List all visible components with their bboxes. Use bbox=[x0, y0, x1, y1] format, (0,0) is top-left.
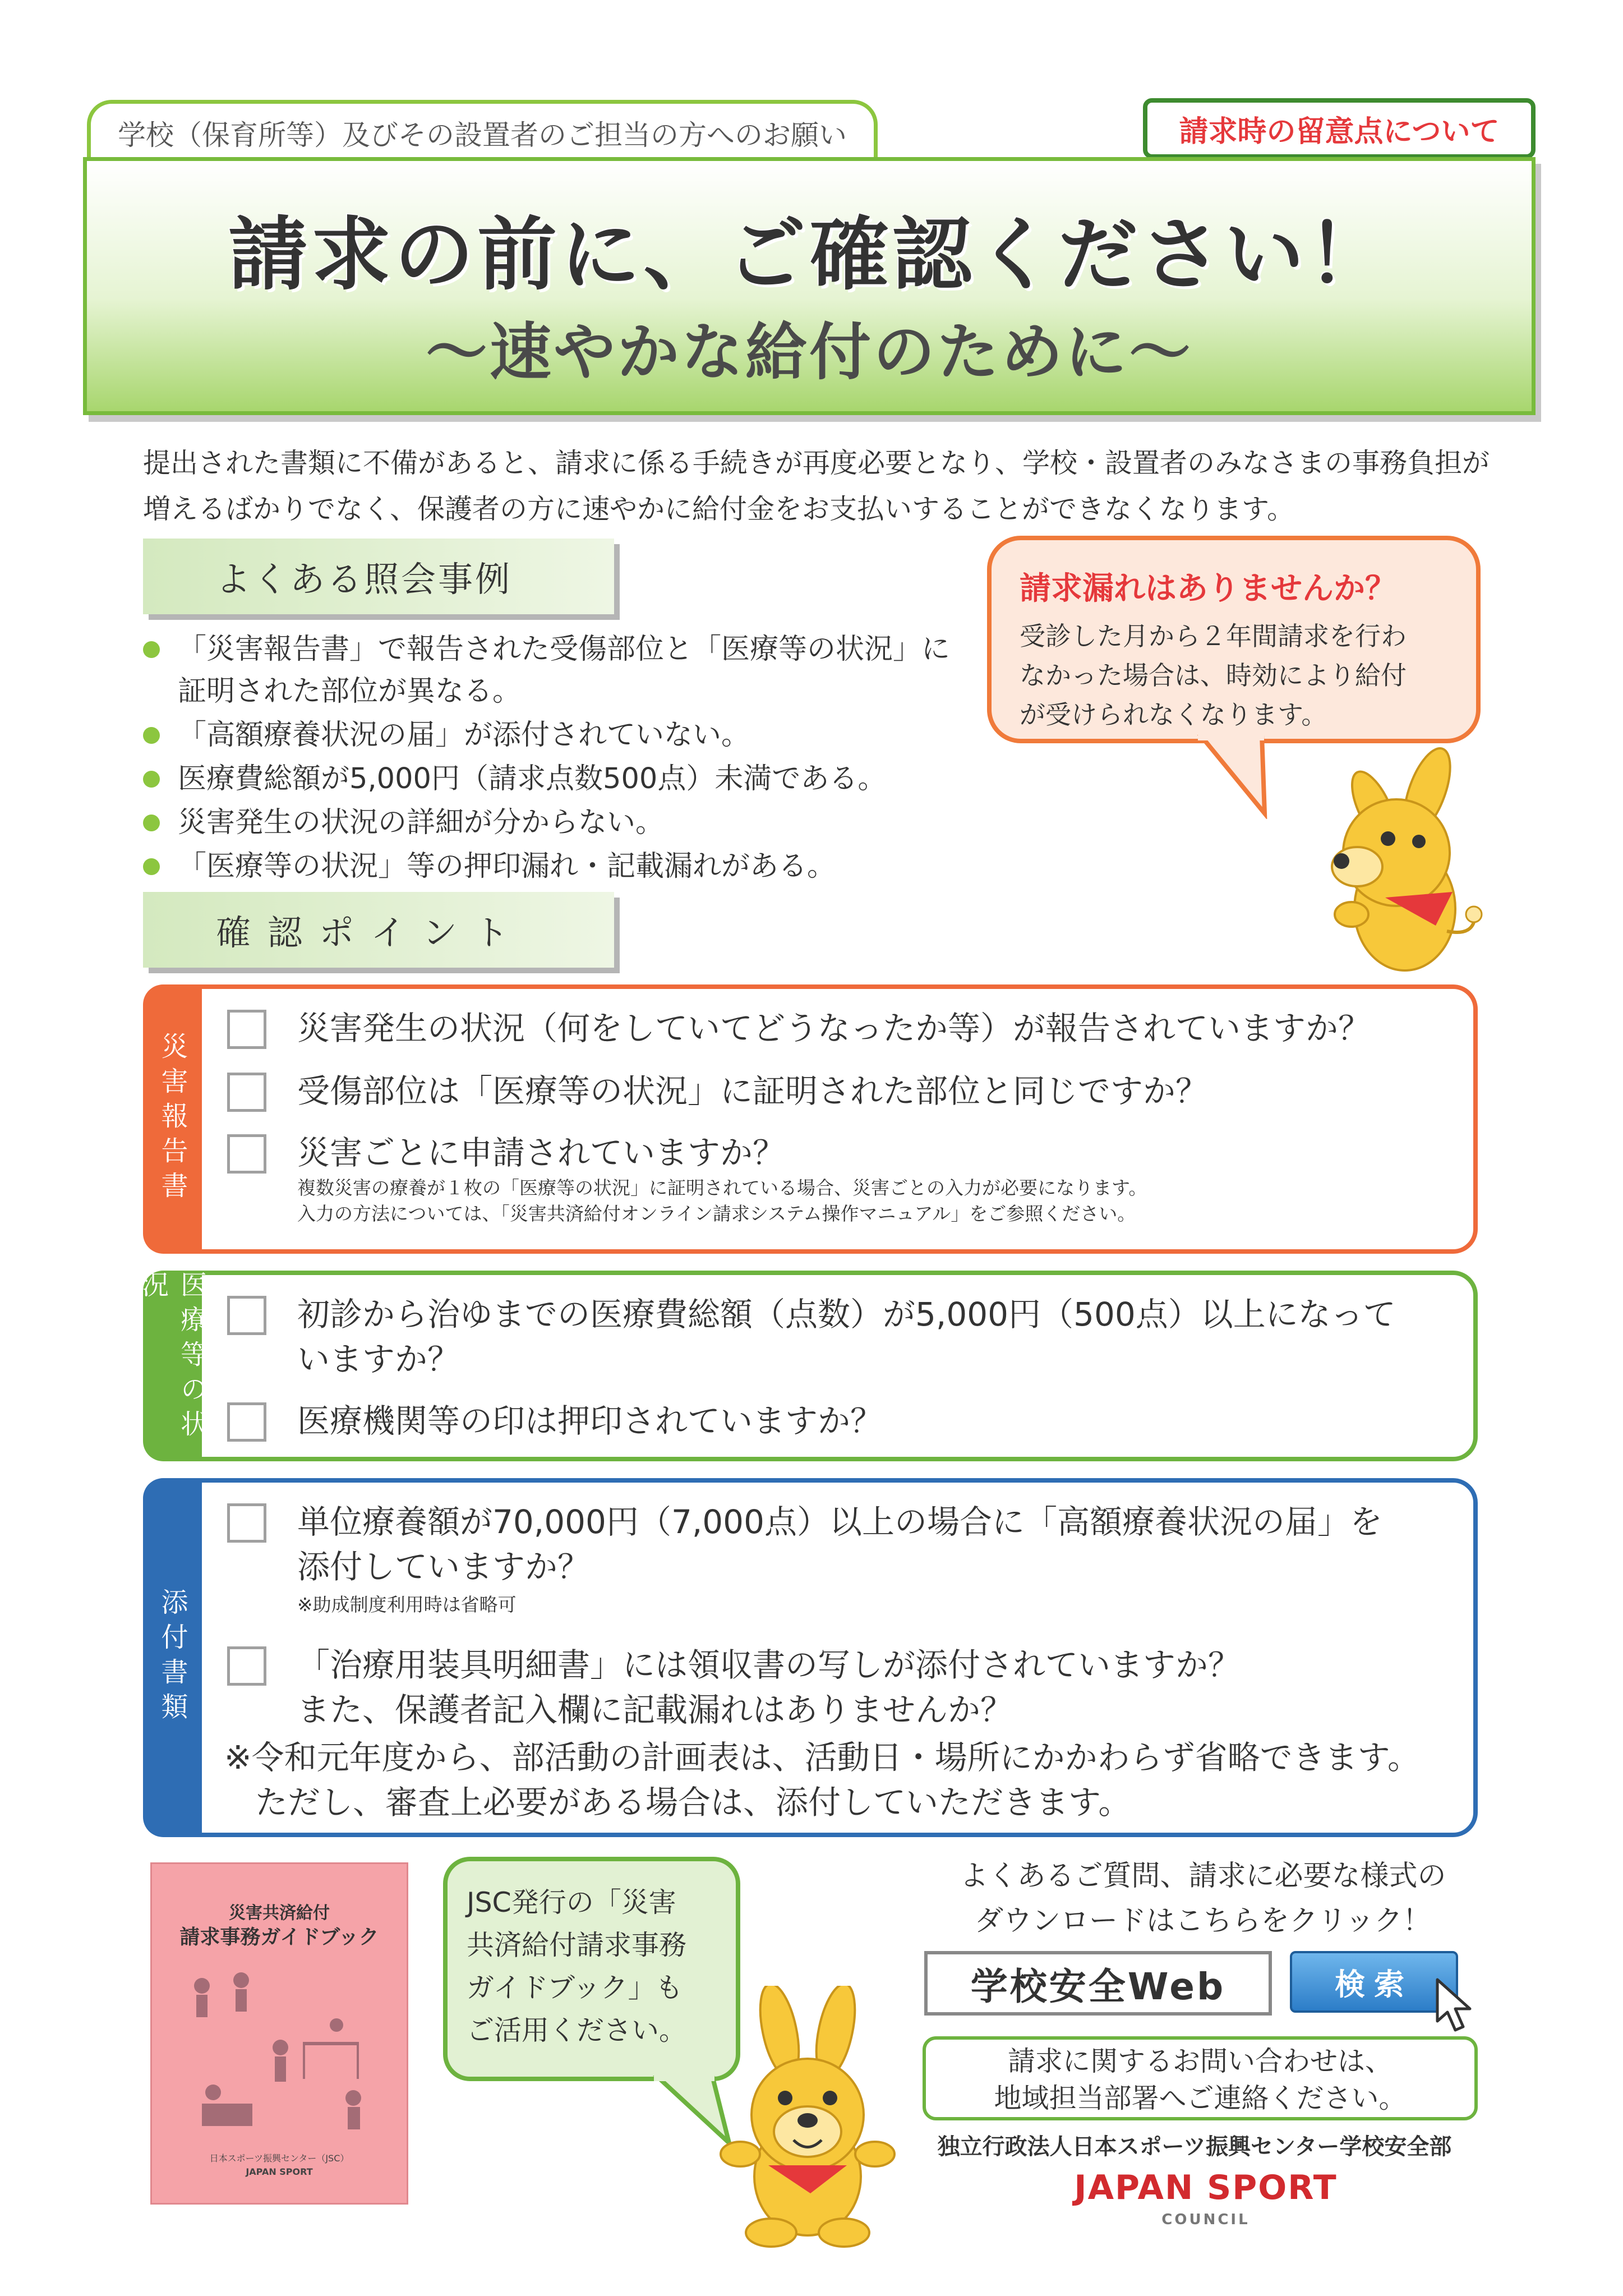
guidebook-logo: JAPAN SPORT bbox=[246, 2166, 313, 2177]
mascot-waving-icon bbox=[712, 1986, 897, 2249]
checkbox[interactable] bbox=[227, 1503, 266, 1543]
check-question: 受傷部位は「医療等の状況」に証明された部位と同じですか？ bbox=[297, 1072, 1209, 1110]
checkbox[interactable] bbox=[227, 1646, 266, 1686]
bullet-icon bbox=[143, 858, 160, 875]
check-question: 「治療用装具明細書」には領収書の写しが添付されていますか？ また、保護者記入欄に記載漏れはありませんか？ bbox=[297, 1646, 1241, 1729]
section-label-disaster-report: 災害報告書 bbox=[143, 984, 202, 1254]
list-item: 災害発生の状況の詳細が分からない。 bbox=[143, 802, 995, 844]
bullet-icon bbox=[143, 641, 160, 658]
search-input[interactable]: 学校安全Web bbox=[924, 1951, 1272, 2016]
checkbox[interactable] bbox=[227, 1073, 266, 1112]
check-question: 災害発生の状況（何をしていてどうなったか等）が報告されていますか？ bbox=[297, 1009, 1371, 1047]
check-question: 医療機関等の印は押印されていますか？ bbox=[297, 1402, 883, 1440]
reminder-bubble bbox=[987, 536, 1481, 743]
check-note: ※助成制度利用時は省略可 bbox=[297, 1594, 517, 1616]
intro-line-1: 提出された書類に不備があると、請求に係る手続きが再度必要となり、学校・設置者のみなさまの事務負担が bbox=[143, 447, 1490, 479]
checkbox[interactable] bbox=[227, 1010, 266, 1049]
intro-text bbox=[143, 440, 1500, 532]
section-label-medical-status: 医療等の状況 bbox=[143, 1271, 202, 1461]
check-question: 初診から治ゆまでの医療費総額（点数）が5,000円（500点）以上になって いますか？ bbox=[297, 1295, 1396, 1378]
search-button[interactable]: 検索 bbox=[1290, 1951, 1458, 2013]
header-tab-text: 学校（保育所等）及びその設置者のご担当の方へのお願い bbox=[118, 118, 847, 151]
page-title: 請求の前に、ご確認ください！ bbox=[228, 209, 1390, 301]
check-question: 単位療養額が70,000円（7,000点）以上の場合に「高額療養状況の届」を 添付していますか？ bbox=[297, 1503, 1382, 1586]
attachments-remark: ※令和元年度から、部活動の計画表は、活動日・場所にかかわらず省略できます。 ただし、審査上必要がある場合は、添付していただきます。 bbox=[224, 1738, 1420, 1821]
header-tab bbox=[87, 100, 878, 162]
check-note: 複数災害の療養が１枚の「医療等の状況」に証明されている場合、災害ごとの入力が必要になります。 bbox=[297, 1177, 1147, 1199]
organization-name: 独立行政法人日本スポーツ振興センター学校安全部 bbox=[937, 2134, 1452, 2160]
page-subtitle: 〜速やかな給付のために〜 bbox=[426, 316, 1193, 388]
notice-tag: 請求時の留意点について bbox=[1143, 98, 1536, 159]
bullet-icon bbox=[143, 815, 160, 831]
checkbox[interactable] bbox=[227, 1402, 266, 1442]
guidebook-illustration-icon bbox=[168, 1963, 393, 2143]
guidebook-title: 請求事務ガイドブック bbox=[179, 1926, 379, 1949]
checkbox[interactable] bbox=[227, 1134, 266, 1174]
jsc-logo-sub: COUNCIL bbox=[1161, 2211, 1250, 2228]
bullet-icon bbox=[143, 771, 160, 788]
faq-text: よくあるご質問、請求に必要な様式の ダウンロードはこちらをクリック！ bbox=[960, 1860, 1446, 1938]
list-item: 「災害報告書」で報告された受傷部位と「医療等の状況」に証明された部位が異なる。 bbox=[143, 628, 995, 712]
checkbox[interactable] bbox=[227, 1296, 266, 1335]
section-label-attachments: 添付書類 bbox=[143, 1478, 202, 1837]
reminder-title: 請求漏れはありませんか？ bbox=[1020, 570, 1396, 607]
cursor-icon bbox=[1433, 1977, 1478, 2033]
jsc-logo-main: JAPAN SPORT bbox=[1074, 2168, 1338, 2207]
bubble-tail-icon bbox=[1178, 735, 1290, 819]
contact-box: 請求に関するお問い合わせは、 地域担当部署へご連絡ください。 bbox=[923, 2036, 1478, 2120]
inquiries-heading: よくある照会事例 bbox=[143, 539, 614, 614]
guidebook-publisher: 日本スポーツ振興センター（JSC） bbox=[209, 2153, 349, 2164]
intro-line-2: 増えるばかりでなく、保護者の方に速やかに給付金をお支払いすることができなくなります。 bbox=[143, 493, 1295, 525]
guidebook-title-small: 災害共済給付 bbox=[229, 1903, 330, 1923]
bullet-icon bbox=[143, 727, 160, 744]
checkpoints-heading: 確認ポイント bbox=[143, 892, 614, 968]
reminder-body: 受診した月から２年間請求を行わ なかった場合は、時効により給付 が受けられなくなります。 bbox=[1020, 621, 1407, 730]
list-item: 医療費総額が5,000円（請求点数500点）未満である。 bbox=[143, 758, 995, 800]
mascot-icon bbox=[1307, 746, 1486, 982]
guidebook-bubble: JSC発行の「災害 共済給付請求事務 ガイドブック」も ご活用ください。 bbox=[443, 1857, 740, 2081]
check-note: 入力の方法については、「災害共済給付オンライン請求システム操作マニュアル」をご参照ください。 bbox=[297, 1203, 1136, 1225]
list-item: 「高額療養状況の届」が添付されていない。 bbox=[143, 714, 995, 756]
list-item: 「医療等の状況」等の押印漏れ・記載漏れがある。 bbox=[143, 845, 995, 887]
inquiries-list bbox=[143, 628, 995, 889]
check-question: 災害ごとに申請されていますか？ bbox=[297, 1134, 786, 1172]
